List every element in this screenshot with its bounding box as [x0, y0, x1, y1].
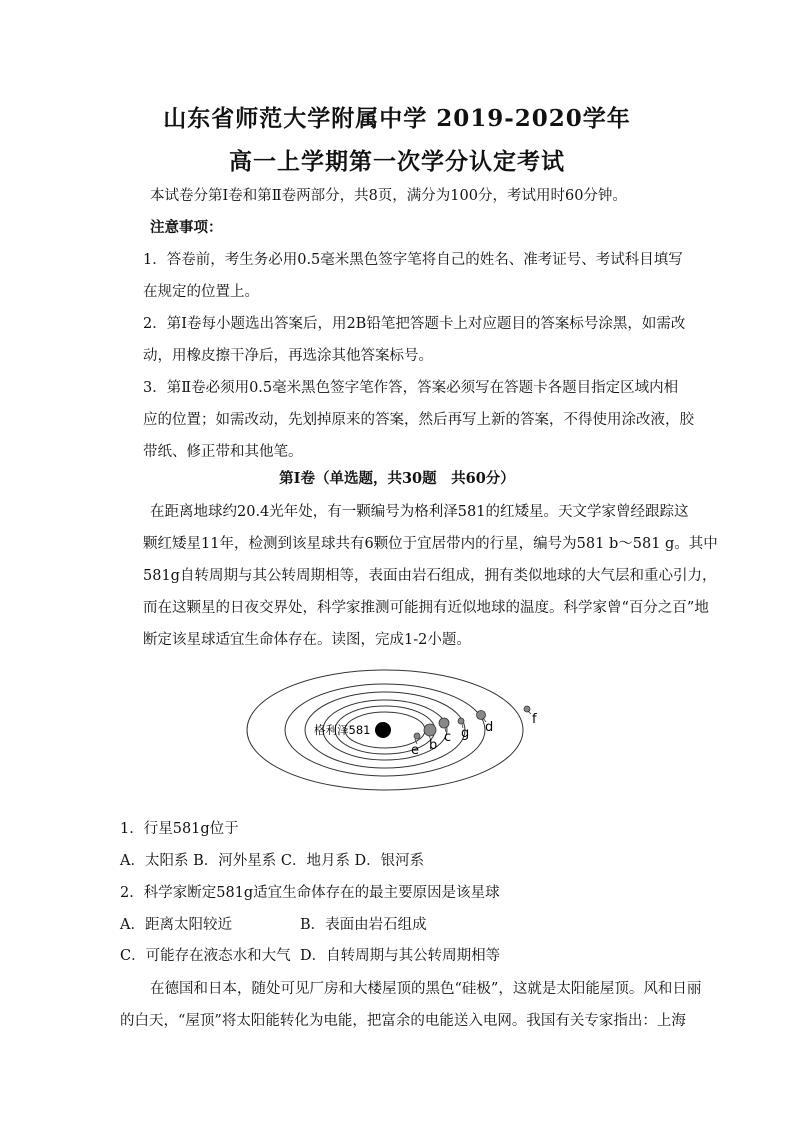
planet-label-b: b — [429, 738, 438, 753]
planet-f — [524, 706, 530, 712]
star-label: 格利泽581 — [314, 723, 371, 737]
note-2-line1: 2．第Ⅰ卷每小题选出答案后，用2B铅笔把答题卡上对应题目的答案标号涂黑，如需改 — [143, 316, 686, 332]
note-3-line2: 应的位置；如需改动，先划掉原来的答案，然后再写上新的答案，不得使用涂改液，胶 — [143, 412, 694, 428]
section-title: 第Ⅰ卷（单选题，共30题 共60分） — [279, 470, 515, 487]
passage2-line1: 在德国和日本，随处可见厂房和大楼屋顶的黑色“硅极”，这就是太阳能屋顶。风和日丽 — [150, 981, 702, 997]
planet-c — [439, 718, 449, 728]
note-1-line1: 1．答卷前，考生务必用0.5毫米黑色签字笔将自己的姓名、准考证号、考试科目填写 — [143, 252, 683, 268]
question-2-option-c: C．可能存在液态水和大气 — [120, 948, 291, 964]
planet-label-f: f — [532, 712, 537, 727]
passage1-line3: 581g自转周期与其公转周期相等，表面由岩石组成，拥有类似地球的大气层和重心引力， — [143, 568, 717, 584]
planet-label-e: e — [411, 743, 419, 758]
note-2-line2: 动，用橡皮擦干净后，再选涂其他答案标号。 — [143, 348, 433, 364]
note-3-line1: 3．第Ⅱ卷必须用0.5毫米黑色签字笔作答，答案必须写在答题卡各题目指定区域内相 — [143, 380, 679, 396]
note-1-line2: 在规定的位置上。 — [143, 284, 259, 300]
planet-label-g: g — [461, 726, 470, 741]
passage1-line5: 断定该星球适宜生命体存在。读图，完成1-2小题。 — [143, 632, 471, 648]
passage1-line2: 颗红矮星11年，检测到该星球共有6颗位于宜居带内的行星，编号为581 b～581 g。其中 — [143, 536, 718, 552]
notes-heading: 注意事项： — [150, 219, 223, 236]
page-title-line1: 山东省师范大学附属中学 2019-2020学年 — [163, 105, 631, 132]
question-2-stem: 2．科学家断定581g适宜生命体存在的最主要原因是该星球 — [120, 885, 500, 901]
planet-g — [458, 718, 464, 724]
passage1-line1: 在距离地球约20.4光年处，有一颗编号为格利泽581的红矮星。天文学家曾经跟踪这 — [150, 504, 689, 520]
orbit-diagram — [245, 668, 550, 793]
question-1-options: A．太阳系 B．河外星系 C．地月系 D．银河系 — [120, 853, 425, 869]
question-2-option-d: D．自转周期与其公转周期相等 — [300, 948, 501, 964]
note-3-line3: 带纸、修正带和其他笔。 — [143, 444, 303, 460]
planet-label-d: d — [485, 720, 494, 735]
planet-label-c: c — [444, 730, 452, 745]
star-gliese-581 — [375, 722, 391, 738]
passage1-line4: 而在这颗星的日夜交界处，科学家推测可能拥有近似地球的温度。科学家曾“百分之百”地 — [143, 600, 709, 616]
planet-b — [424, 724, 436, 736]
question-1-stem: 1．行星581g位于 — [120, 821, 239, 837]
page-title-line2: 高一上学期第一次学分认定考试 — [229, 148, 565, 175]
planet-d — [477, 711, 486, 720]
question-2-option-b: B．表面由岩石组成 — [300, 917, 427, 933]
question-2-option-a: A．距离太阳较近 — [120, 917, 232, 933]
intro-text: 本试卷分第Ⅰ卷和第Ⅱ卷两部分，共8页，满分为100分，考试用时60分钟。 — [150, 188, 627, 204]
planet-e — [414, 733, 420, 739]
passage2-line2: 的白天，“屋顶”将太阳能转化为电能，把富余的电能送入电网。我国有关专家指出：上海 — [120, 1013, 686, 1029]
